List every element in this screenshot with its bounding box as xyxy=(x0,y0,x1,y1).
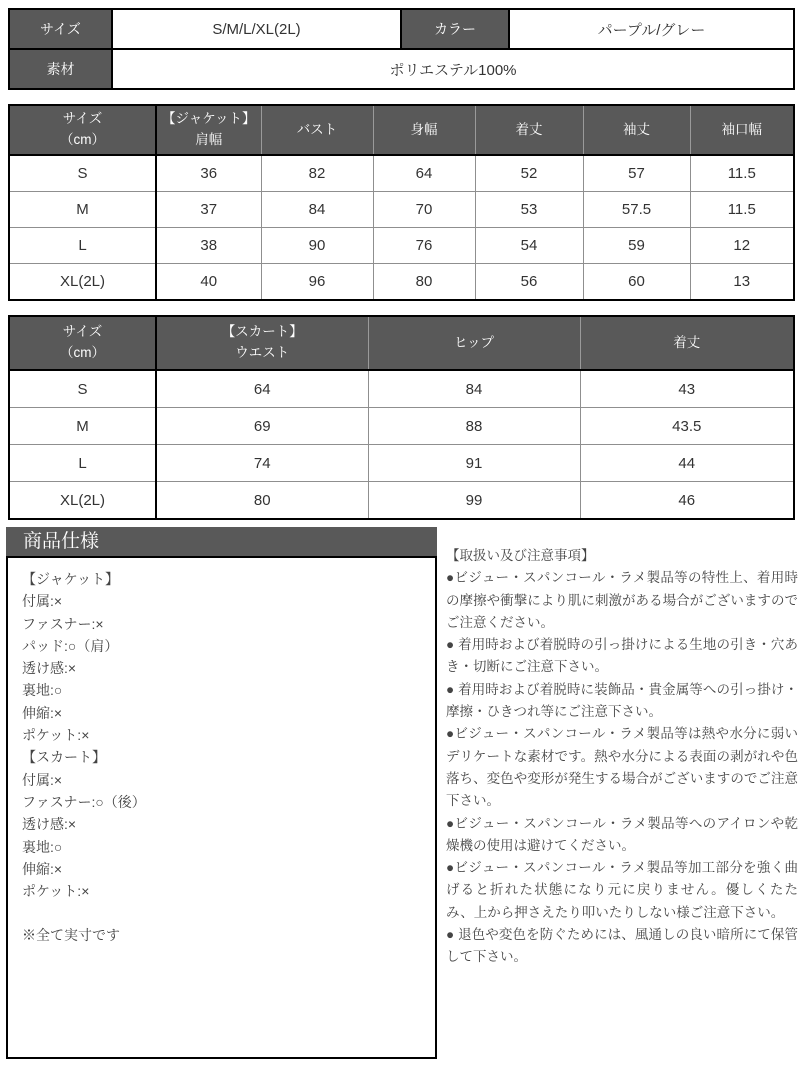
table-row xyxy=(9,192,794,228)
color-label-cell: カラー xyxy=(401,9,509,49)
table-row xyxy=(9,482,794,520)
jacket-size-table xyxy=(8,104,795,301)
value-cell: 96 xyxy=(261,264,373,301)
care-title: 【取扱い及び注意事項】 xyxy=(446,548,595,563)
table-row xyxy=(9,9,794,49)
skirt-size-table xyxy=(8,315,795,520)
spec-item: ポケット:× xyxy=(22,883,90,900)
value-cell: 40 xyxy=(156,264,261,301)
value-cell: 38 xyxy=(156,228,261,264)
table-row xyxy=(9,155,794,192)
value-cell: 44 xyxy=(580,445,794,482)
size-value-cell: S/M/L/XL(2L) xyxy=(112,9,401,49)
jacket-header-line2: 肩幅 xyxy=(195,132,223,147)
spec-item: ポケット:× xyxy=(22,727,90,744)
value-cell: 43.5 xyxy=(580,408,794,445)
skirt-length-header: 着丈 xyxy=(580,316,794,370)
spec-item: 裏地:○ xyxy=(22,682,63,699)
value-cell: 37 xyxy=(156,192,261,228)
spec-item: 裏地:○ xyxy=(22,838,63,855)
value-cell: 84 xyxy=(261,192,373,228)
care-item: ●ビジュー・スパンコール・ラメ製品等へのアイロンや乾燥機の使用は避けてください。 xyxy=(446,815,798,853)
table-header-row xyxy=(9,105,794,155)
table-row xyxy=(9,264,794,301)
size-header-line1: サイズ xyxy=(62,324,103,340)
value-cell: 57.5 xyxy=(583,192,690,228)
value-cell: 46 xyxy=(580,482,794,520)
value-cell: 13 xyxy=(690,264,794,301)
value-cell: 80 xyxy=(156,482,368,520)
spec-item: 【スカート】 xyxy=(22,749,106,766)
actual-measurement-note: ※全て実寸です xyxy=(22,927,120,944)
size-cell: L xyxy=(9,445,156,482)
value-cell: 11.5 xyxy=(690,192,794,228)
spec-item: 伸縮:× xyxy=(22,704,63,721)
value-cell: 64 xyxy=(373,155,475,192)
value-cell: 84 xyxy=(368,370,580,408)
value-cell: 43 xyxy=(580,370,794,408)
spec-item: 付属:× xyxy=(22,593,63,610)
value-cell: 59 xyxy=(583,228,690,264)
size-cell: S xyxy=(9,155,156,192)
product-info-table xyxy=(8,8,795,90)
spec-item: ファスナー:× xyxy=(22,615,104,632)
care-item: ● 退色や変色を防ぐためには、風通しの良い暗所にて保管して下さい。 xyxy=(446,927,798,965)
size-cell: L xyxy=(9,228,156,264)
skirt-header-line1: 【スカート】 xyxy=(221,324,303,340)
table-header-row xyxy=(9,316,794,370)
color-value-cell: パープル/グレー xyxy=(509,9,794,49)
value-cell: 74 xyxy=(156,445,368,482)
size-cell: XL(2L) xyxy=(9,482,156,520)
table-row xyxy=(9,49,794,89)
value-cell: 11.5 xyxy=(690,155,794,192)
value-cell: 53 xyxy=(475,192,583,228)
value-cell: 99 xyxy=(368,482,580,520)
skirt-waist-header xyxy=(156,316,368,370)
product-spec-box xyxy=(6,556,437,1059)
value-cell: 69 xyxy=(156,408,368,445)
care-item: ● 着用時および着脱時に装飾品・貴金属等への引っ掛け・摩擦・ひきつれ等にご注意下さい。 xyxy=(446,681,798,720)
sleeve-length-header: 袖丈 xyxy=(583,105,690,155)
value-cell: 56 xyxy=(475,264,583,301)
table-row xyxy=(9,370,794,408)
length-header: 着丈 xyxy=(475,105,583,155)
value-cell: 70 xyxy=(373,192,475,228)
hip-header: ヒップ xyxy=(368,316,580,370)
body-width-header: 身幅 xyxy=(373,105,475,155)
value-cell: 36 xyxy=(156,155,261,192)
size-header-line1: サイズ xyxy=(62,111,103,127)
care-section xyxy=(446,545,798,969)
value-cell: 88 xyxy=(368,408,580,445)
spec-item: ファスナー:○（後） xyxy=(22,793,146,810)
spec-item: 透け感:× xyxy=(22,660,77,677)
table-row xyxy=(9,408,794,445)
value-cell: 60 xyxy=(583,264,690,301)
size-cm-header xyxy=(9,316,156,370)
spec-item: 透け感:× xyxy=(22,816,77,833)
size-header-line2: （cm） xyxy=(60,345,105,360)
value-cell: 82 xyxy=(261,155,373,192)
cuff-width-header: 袖口幅 xyxy=(690,105,794,155)
product-spec-title: 商品仕様 xyxy=(6,527,437,556)
value-cell: 57 xyxy=(583,155,690,192)
care-item: ●ビジュー・スパンコール・ラメ製品等加工部分を強く曲げると折れた状態になり元に戻りません。優しくたたみ、上から押さえたり叩いたりしない様ご注意下さい。 xyxy=(446,860,798,920)
size-label-cell: サイズ xyxy=(9,9,112,49)
bust-header: バスト xyxy=(261,105,373,155)
care-item: ●ビジュー・スパンコール・ラメ製品等は熱や水分に弱いデリケートな素材です。熱や水分による表面の剥がれや色落ち、変色や変形が発生する場合がございますのでご注意下さい。 xyxy=(446,726,798,809)
care-item: ●ビジュー・スパンコール・ラメ製品等の特性上、着用時の摩擦や衝撃により肌に刺激がある場合がございますのでご注意ください。 xyxy=(446,570,798,630)
skirt-header-line2: ウエスト xyxy=(235,345,290,360)
value-cell: 12 xyxy=(690,228,794,264)
value-cell: 90 xyxy=(261,228,373,264)
value-cell: 54 xyxy=(475,228,583,264)
size-cm-header xyxy=(9,105,156,155)
value-cell: 91 xyxy=(368,445,580,482)
size-cell: M xyxy=(9,408,156,445)
jacket-shoulder-header xyxy=(156,105,261,155)
size-cell: XL(2L) xyxy=(9,264,156,301)
table-row xyxy=(9,228,794,264)
size-header-line2: （cm） xyxy=(60,132,105,147)
table-row xyxy=(9,445,794,482)
spec-item: 付属:× xyxy=(22,771,63,788)
material-label-cell: 素材 xyxy=(9,49,112,89)
spec-item: パッド:○（肩） xyxy=(22,637,119,654)
spec-item: 伸縮:× xyxy=(22,860,63,877)
material-value-cell: ポリエステル100% xyxy=(112,49,794,89)
spec-item: 【ジャケット】 xyxy=(22,571,120,587)
value-cell: 76 xyxy=(373,228,475,264)
size-cell: S xyxy=(9,370,156,408)
value-cell: 80 xyxy=(373,264,475,301)
size-cell: M xyxy=(9,192,156,228)
care-item: ● 着用時および着脱時の引っ掛けによる生地の引き・穴あき・切断にご注意下さい。 xyxy=(446,637,798,675)
value-cell: 52 xyxy=(475,155,583,192)
value-cell: 64 xyxy=(156,370,368,408)
jacket-header-line1: 【ジャケット】 xyxy=(161,111,256,127)
